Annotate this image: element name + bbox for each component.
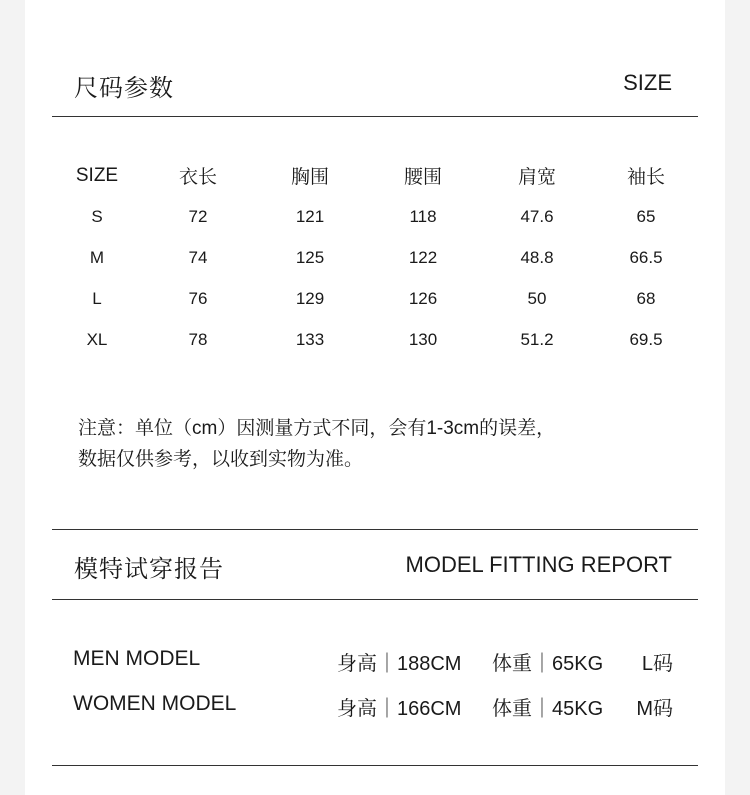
table-cell: XL	[86, 329, 108, 349]
table-cell: 69.5	[629, 329, 663, 349]
size-table	[52, 155, 698, 360]
model-size: M码	[636, 698, 673, 720]
table-cell: 133	[295, 329, 325, 349]
table-cell: M	[89, 247, 105, 267]
note-line-2: 数据仅供参考，以收到实物为准。	[78, 449, 364, 470]
model-name: WOMEN MODEL	[73, 692, 237, 715]
table-cell: 126	[408, 288, 438, 308]
model-row-men	[73, 647, 673, 677]
table-cell: 47.6	[520, 206, 554, 226]
table-cell: 48.8	[520, 247, 554, 267]
table-cell: 74	[188, 247, 208, 267]
column-header-shoulder: 肩宽	[517, 167, 556, 188]
table-row	[52, 196, 698, 237]
table-row	[52, 278, 698, 319]
model-size: L码	[641, 653, 673, 675]
divider	[52, 116, 698, 117]
table-cell: 76	[188, 288, 208, 308]
divider	[52, 599, 698, 600]
column-header-sleeve: 袖长	[626, 167, 665, 188]
table-cell: 50	[527, 288, 547, 308]
divider	[52, 765, 698, 766]
column-header-size: SIZE	[75, 164, 119, 186]
table-cell: 51.2	[520, 329, 554, 349]
model-section-title: 模特试穿报告	[74, 556, 224, 583]
model-height: 身高｜188CM	[337, 653, 462, 675]
table-cell: 68	[636, 288, 656, 308]
model-section-title-en: MODEL FITTING REPORT	[405, 552, 672, 577]
table-row	[52, 319, 698, 360]
model-name: MEN MODEL	[73, 647, 201, 670]
note-line-1: 注意：单位（cm）因测量方式不同，会有1-3cm的误差，	[78, 418, 556, 439]
table-cell: 72	[188, 206, 208, 226]
column-header-chest: 胸围	[290, 167, 329, 188]
column-header-length: 衣长	[178, 167, 217, 188]
table-cell: 122	[408, 247, 438, 267]
table-row	[52, 237, 698, 278]
divider	[52, 529, 698, 530]
table-cell: S	[91, 206, 103, 226]
table-cell: 78	[188, 329, 208, 349]
size-section-title: 尺码参数	[74, 75, 174, 102]
table-cell: 66.5	[629, 247, 663, 267]
table-cell: 125	[295, 247, 325, 267]
size-section-title-en: SIZE	[623, 70, 672, 95]
model-weight: 体重｜45KG	[492, 698, 604, 720]
table-cell: 65	[636, 206, 656, 226]
table-header-row	[52, 155, 698, 196]
table-cell: L	[92, 288, 102, 308]
model-height: 身高｜166CM	[337, 698, 462, 720]
model-weight: 体重｜65KG	[492, 653, 604, 675]
table-cell: 118	[409, 206, 437, 226]
column-header-waist: 腰围	[403, 167, 442, 188]
model-row-women	[73, 692, 673, 722]
table-cell: 130	[408, 329, 438, 349]
table-cell: 121	[295, 206, 325, 226]
size-note	[78, 413, 555, 475]
table-cell: 129	[295, 288, 325, 308]
